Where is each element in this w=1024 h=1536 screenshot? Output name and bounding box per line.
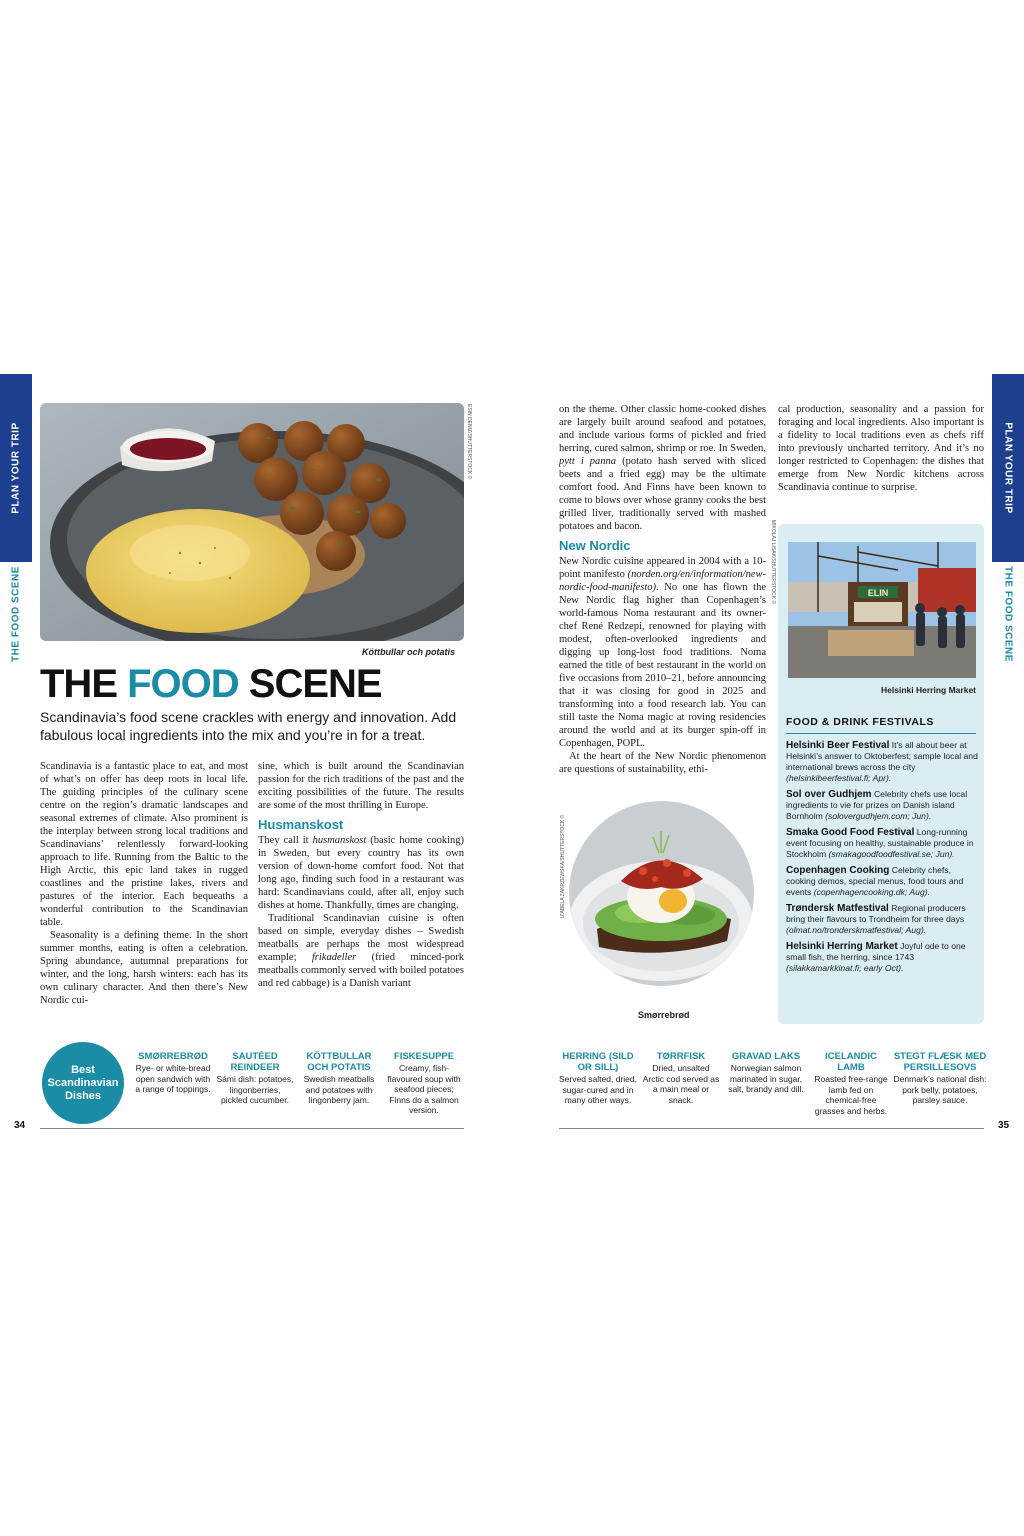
section-label-right	[992, 564, 1024, 664]
festival-item: Helsinki Beer Festival It’s all about beer at Helsinki’s answer to Oktoberfest; sample local and international brews across the city (helsinkibeerfestival.fi; Apr).	[786, 740, 978, 783]
dish-description: Norwegian salmon marinated in sugar, salt, brandy and dill.	[728, 1063, 804, 1094]
dish-description: Denmark’s national dish: pork belly, potatoes, parsley sauce.	[893, 1074, 987, 1105]
dish-name: HERRING (SILD OR SILL)	[562, 1051, 634, 1073]
paragraph: sine, which is built around the Scandinavian passion for the rich traditions of the past and the exciting possibilities of the future. The results are some of the most thrilling in Europe.	[258, 761, 464, 811]
dish-item	[559, 1051, 637, 1106]
paragraph: cal production, seasonality and a passion for foraging and local ingredients. Also important is a fidelity to local traditions even as chefs riff into previously uncharted territory. And it’s no longer restricted to Copenhagen: the dishes that emerge from New Nordic kitchens across Scandinavia continue to surprise.	[778, 404, 984, 493]
herring-market-illustration	[788, 542, 976, 678]
title-part-2: SCENE	[238, 662, 382, 706]
herring-market-caption: Helsinki Herring Market	[881, 685, 976, 695]
footer-rule-right	[559, 1128, 984, 1129]
dish-name: ICELANDIC LAMB	[825, 1051, 877, 1073]
meatballs-photo	[40, 403, 464, 641]
festival-item: Copenhagen Cooking Celebrity chefs, cooking demos, special menus, food tours and events (copenhagencooking.dk; Aug).	[786, 865, 964, 897]
photo-credit-herring: MIKOLAJ LISAK/SHUTTERSTOCK ©	[770, 520, 776, 605]
dish-description: Creamy, fish-flavoured soup with seafood pieces; Finns do a salmon version.	[387, 1063, 461, 1115]
dish-description: Rye- or white-bread open sandwich with a range of toppings.	[135, 1063, 211, 1094]
plan-your-trip-tab-right	[992, 374, 1024, 562]
dish-item	[812, 1051, 890, 1116]
standfirst: Scandinavia’s food scene crackles with energy and innovation. Add fabulous local ingredients into the mix and you’re in for a treat.	[40, 709, 457, 743]
smorrebrod-photo	[569, 801, 754, 986]
dish-description: Dried, unsalted Arctic cod served as a main meal or snack.	[642, 1063, 720, 1105]
paragraph: Scandinavia is a fantastic place to eat, and most of what’s on offer has deep roots in local life. The guiding principles of the culinary scene centre on the region’s dramatic landscapes and seasonal extremes of climate. Also prominent is the interplay between strong local traditions and Scandinavians’ relentlessly forward-looking approach to life. Running from the Baltic to the High Arctic, this epic land takes in rugged coastlines and the pristine lakes, rivers and pastures of the interior. Each bequeaths a wonderful contribution to the Scandinavian table.	[40, 761, 248, 928]
festival-item: Sol over Gudhjem Celebrity chefs use local ingredients to vie for prizes on Danish island Bornholm (solovergudhjem.com; Jun).	[786, 789, 968, 821]
dish-item	[298, 1051, 380, 1106]
dish-description: Swedish meatballs and potatoes with lingonberry jam.	[303, 1074, 375, 1105]
festival-item: Helsinki Herring Market Joyful ode to one small fish, the herring, since 1743 (silakkamarkkinat.fi; early Oct).	[786, 941, 966, 973]
dish-item	[642, 1051, 720, 1105]
festival-item: Trøndersk Matfestival Regional producers bring their flavours to Trondheim for three days (olmat.no/tronderskmatfestival; Aug).	[786, 903, 966, 935]
body-column-1	[40, 760, 248, 1007]
dish-name: SAUTÉED REINDEER	[230, 1051, 280, 1073]
husmanskost-heading: Husmanskost	[258, 817, 344, 832]
dish-description: Sámi dish: potatoes, lingonberries, pickled cucumber.	[216, 1074, 294, 1105]
boat-sign: ELIN	[867, 588, 889, 598]
dish-item	[724, 1051, 808, 1095]
plan-your-trip-tab-left	[0, 374, 32, 562]
dish-name: SMØRREBRØD	[138, 1051, 208, 1062]
festivals-list	[786, 740, 978, 979]
dish-item	[892, 1051, 988, 1106]
dish-item	[216, 1051, 294, 1106]
body-column-4	[778, 403, 984, 494]
dish-name: TØRRFISK	[656, 1051, 706, 1062]
dish-description: Roasted free-range lamb fed on chemical-free grasses and herbs.	[814, 1074, 888, 1116]
photo-credit-meatballs: ESIN DENIZ/SHUTTERSTOCK ©	[466, 404, 472, 480]
herring-market-photo	[788, 542, 976, 678]
dish-description: Served salted, dried, sugar-cured and in many other ways.	[559, 1074, 637, 1105]
title-accent: FOOD	[127, 662, 239, 706]
footer-rule-left	[40, 1128, 464, 1129]
dish-name: KÖTTBULLAR OCH POTATIS	[306, 1051, 372, 1073]
new-nordic-heading: New Nordic	[559, 538, 631, 553]
title-part-1: THE	[40, 662, 128, 706]
smorrebrod-caption: Smørrebrød	[638, 1010, 690, 1020]
dish-name: STEGT FLÆSK MED PERSILLESOVS	[893, 1051, 987, 1073]
section-label-text: THE FOOD SCENE	[10, 566, 22, 662]
plan-your-trip-label: PLAN YOUR TRIP	[10, 422, 22, 514]
body-column-3	[559, 403, 766, 776]
paragraph: At the heart of the New Nordic phenomenon are questions of sustainability, ethi-	[559, 751, 766, 775]
meatballs-illustration	[40, 403, 464, 641]
plan-your-trip-label: PLAN YOUR TRIP	[1002, 422, 1014, 514]
best-dishes-badge: Best Scandinavian Dishes	[42, 1042, 124, 1124]
paragraph: New Nordic cuisine appeared in 2004 with a 10-point manifesto (norden.org/en/information/new-nordic-food-manifesto). No one has flown the New Nordic flag higher than Copenhagen’s world-famous Noma restaurant and its owner-chef René Redzepi, renowned for playing with modest, often-overlooked ingredients and digging up long-lost food traditions. Noma earned the title of best restaurant in the world on five occasions from 2010–21, before announcing that it was closing for good in 2025 and transforming into a food research lab. You can still taste the Noma magic at roving residencies around the world and at its burger spin-off in Copenhagen, POPL.	[559, 556, 766, 749]
festival-item: Smaka Good Food Festival Long-running event focusing on healthy, sustainable produce in Stockholm (smakagoodfoodfestival.se; Jun).	[786, 827, 974, 859]
meatballs-caption: Köttbullar och potatis	[362, 647, 455, 657]
section-label-left	[0, 564, 32, 664]
page-number-left: 34	[14, 1120, 26, 1131]
paragraph: on the theme. Other classic home-cooked dishes are largely built around seafood and potatoes, and include various forms of pickled and fried herring, cured salmon, shrimp or roe. In Sweden, pytt i panna (potato hash served with sliced beets and a fried egg) may be the ultimate comfort food. And Finns have been known to come to blows over whose granny cooks the best grilled liver, traditionally served with mashed potatoes and bacon.	[559, 404, 766, 532]
dish-item	[384, 1051, 464, 1116]
paragraph: They call it husmanskost (basic home cooking) in Sweden, but every country has its own version of down-home comfort food. Not that long ago, finding such food in a restaurant was hard: Scandinavians could, after all, enjoy such dishes at home. Thankfully, times are changing.	[258, 835, 464, 911]
body-column-2	[258, 760, 464, 990]
page-title	[40, 662, 382, 707]
paragraph: Seasonality is a defining theme. In the short summer months, eating is often a celebration. Spring abundance, autumnal preparations for winter, and the long, harsh winters: each has its own culinary character. And then there’s New Nordic cui-	[40, 930, 248, 1006]
photo-credit-smorrebrod: IZABELA ZAKRZEWSKA/SHUTTERSTOCK ©	[560, 814, 566, 918]
smorrebrod-illustration	[569, 801, 754, 986]
festivals-sidebar	[778, 524, 984, 1024]
page-number-right: 35	[998, 1120, 1010, 1131]
festivals-heading: FOOD & DRINK FESTIVALS	[786, 716, 976, 734]
paragraph: Traditional Scandinavian cuisine is often based on simple, everyday dishes – Swedish meatballs are perhaps the most widespread example; frikadeller (fried minced-pork meatballs commonly served with boiled potatoes and red cabbage) is a Danish variant	[258, 913, 464, 989]
dish-item	[134, 1051, 212, 1095]
section-label-text: THE FOOD SCENE	[1002, 566, 1014, 662]
dish-name: GRAVAD LAKS	[731, 1051, 801, 1062]
dish-name: FISKESUPPE	[393, 1051, 455, 1062]
